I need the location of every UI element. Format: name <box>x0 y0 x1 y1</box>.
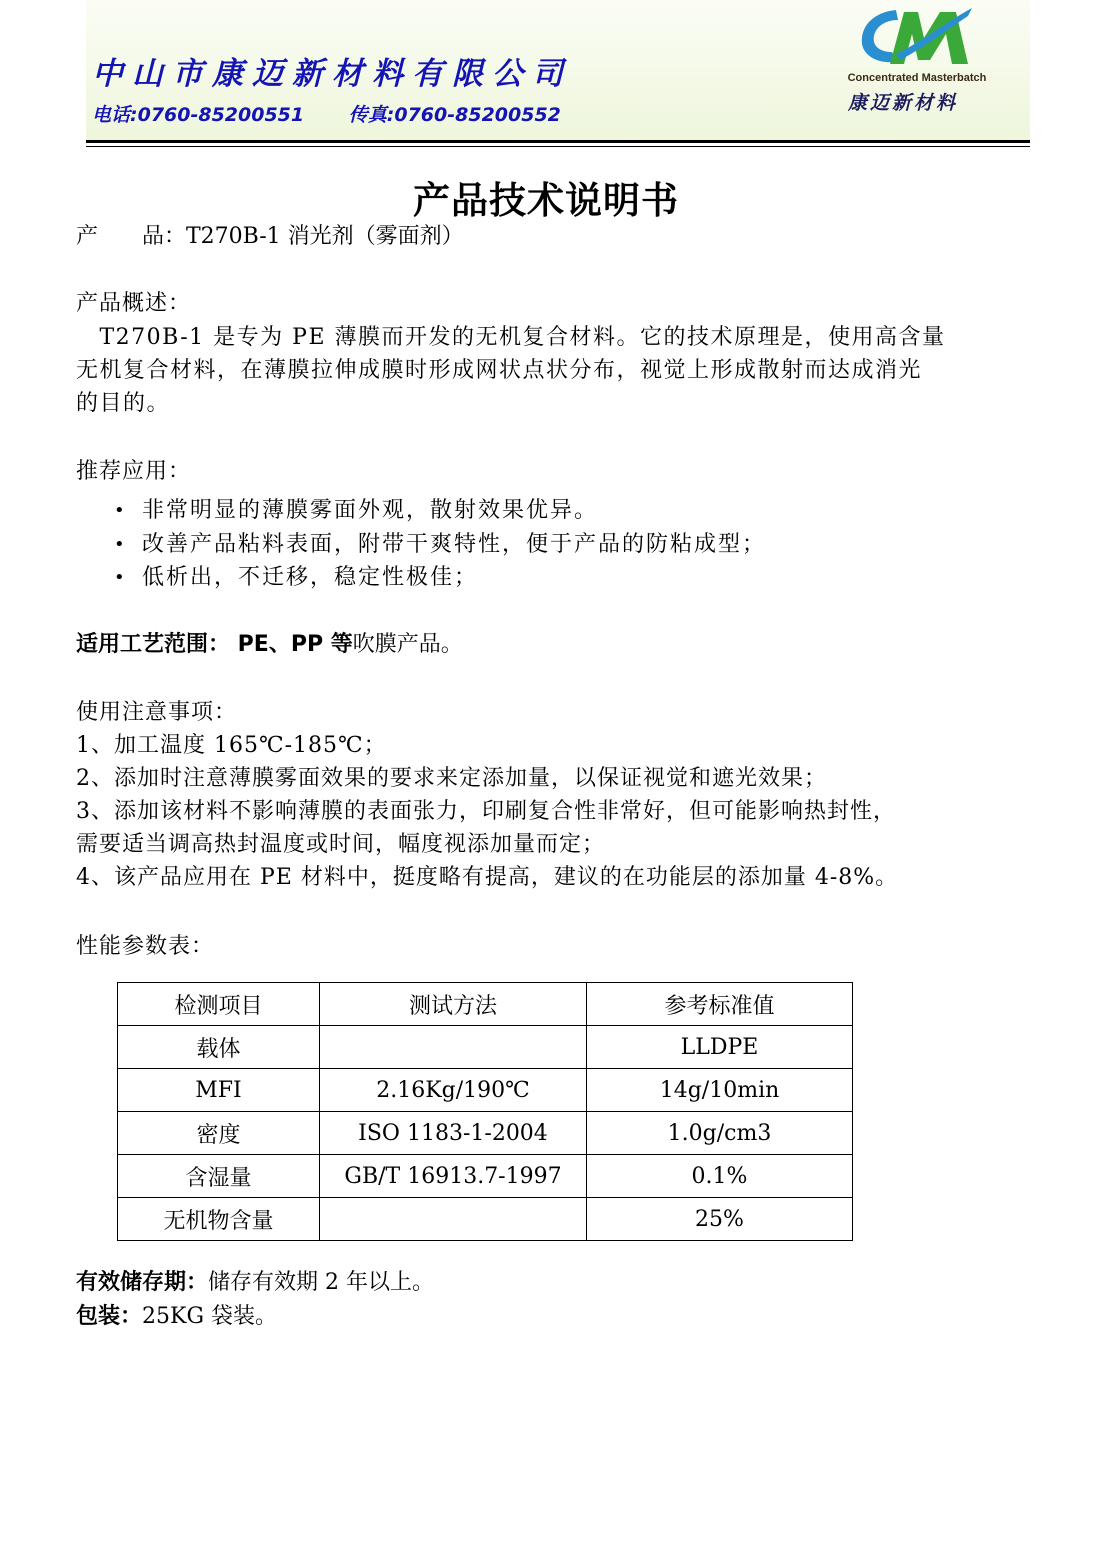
table-row <box>118 1155 853 1198</box>
note-line: 2、添加时注意薄膜雾面效果的要求来定添加量，以保证视觉和遮光效果； <box>76 766 827 791</box>
column-header: 参考标准值 <box>587 983 853 1026</box>
table-cell <box>320 1026 587 1069</box>
list-item: • 改善产品粘料表面，附带干爽特性，便于产品的防粘成型； <box>114 528 766 562</box>
note-line: 1、加工温度 165℃-185℃； <box>76 733 387 758</box>
table-row <box>118 1112 853 1155</box>
table-cell: MFI <box>118 1069 320 1112</box>
table-cell: 14g/10min <box>587 1069 853 1112</box>
bullet-icon: • <box>114 567 127 588</box>
overview-paragraph <box>76 321 1016 420</box>
product-line: 产 品：T270B-1 消光剂（雾面剂） <box>76 224 464 249</box>
document-title: 产品技术说明书 <box>413 179 679 222</box>
table-cell: ISO 1183-1-2004 <box>320 1112 587 1155</box>
overview-line: 无机复合材料，在薄膜拉伸成膜时形成网状点状分布，视觉上形成散射而达成消光 <box>76 358 923 383</box>
list-item: • 非常明显的薄膜雾面外观，散射效果优异。 <box>114 494 766 528</box>
table-row <box>118 1069 853 1112</box>
packing-value: 25KG 袋装。 <box>142 1304 278 1329</box>
company-name: 中山市康迈新材料有限公司 <box>92 56 572 92</box>
process-value-products: 吹膜产品。 <box>352 632 463 657</box>
table-row <box>118 1026 853 1069</box>
table-cell: 无机物含量 <box>118 1198 320 1241</box>
table-cell: 载体 <box>118 1026 320 1069</box>
logo-chinese-text: 康迈新材料 <box>848 92 959 114</box>
list-item: • 低析出，不迁移，稳定性极佳； <box>114 561 766 595</box>
notes-heading: 使用注意事项： <box>76 700 238 725</box>
fax-number: 传真:0760-85200552 <box>348 104 561 126</box>
table-cell: 0.1% <box>587 1155 853 1198</box>
table-header-row <box>118 983 853 1026</box>
table-cell: LLDPE <box>587 1026 853 1069</box>
cm-logo-icon <box>856 4 974 70</box>
table-cell: 含湿量 <box>118 1155 320 1198</box>
bullet-icon: • <box>114 533 127 555</box>
packing-label: 包装： <box>76 1304 143 1329</box>
column-header: 检测项目 <box>118 983 320 1026</box>
shelf-life <box>76 1266 434 1299</box>
performance-table <box>117 982 853 1241</box>
shelf-life-label: 有效储存期： <box>76 1270 209 1295</box>
contact-line <box>92 100 561 127</box>
table-cell: 1.0g/cm3 <box>587 1112 853 1155</box>
process-range <box>76 628 463 661</box>
applications-heading: 推荐应用： <box>76 459 192 484</box>
packing <box>76 1300 277 1333</box>
header-rule-thin <box>86 146 1030 147</box>
table-row <box>118 1198 853 1241</box>
logo-english-text: Concentrated Masterbatch <box>847 72 987 84</box>
bullet-icon: • <box>114 500 127 521</box>
note-line: 3、添加该材料不影响薄膜的表面张力，印刷复合性非常好，但可能影响热封性， <box>76 799 896 824</box>
table-cell: 2.16Kg/190℃ <box>320 1069 587 1112</box>
process-value-materials: PE、PP 等 <box>230 632 353 657</box>
header-rule <box>86 140 1030 143</box>
note-line: 需要适当调高热封温度或时间，幅度视添加量而定； <box>76 832 606 857</box>
phone-number: 电话:0760-85200551 <box>92 104 305 126</box>
overview-line: 的目的。 <box>76 391 171 416</box>
shelf-life-value: 储存有效期 2 年以上。 <box>208 1270 434 1295</box>
applications-list <box>114 494 766 595</box>
table-cell: GB/T 16913.7-1997 <box>320 1155 587 1198</box>
table-cell: 25% <box>587 1198 853 1241</box>
table-cell: 密度 <box>118 1112 320 1155</box>
process-label: 适用工艺范围： <box>76 632 231 657</box>
column-header: 测试方法 <box>320 983 587 1026</box>
note-line: 4、该产品应用在 PE 材料中，挺度略有提高，建议的在功能层的添加量 4-8%。 <box>76 865 899 890</box>
notes-list <box>76 729 1016 894</box>
company-logo <box>834 2 996 122</box>
overview-line: T270B-1 是专为 PE 薄膜而开发的无机复合材料。它的技术原理是，使用高含量 <box>76 325 946 350</box>
overview-heading: 产品概述： <box>76 291 192 316</box>
table-cell <box>320 1198 587 1241</box>
performance-heading: 性能参数表： <box>76 934 215 959</box>
